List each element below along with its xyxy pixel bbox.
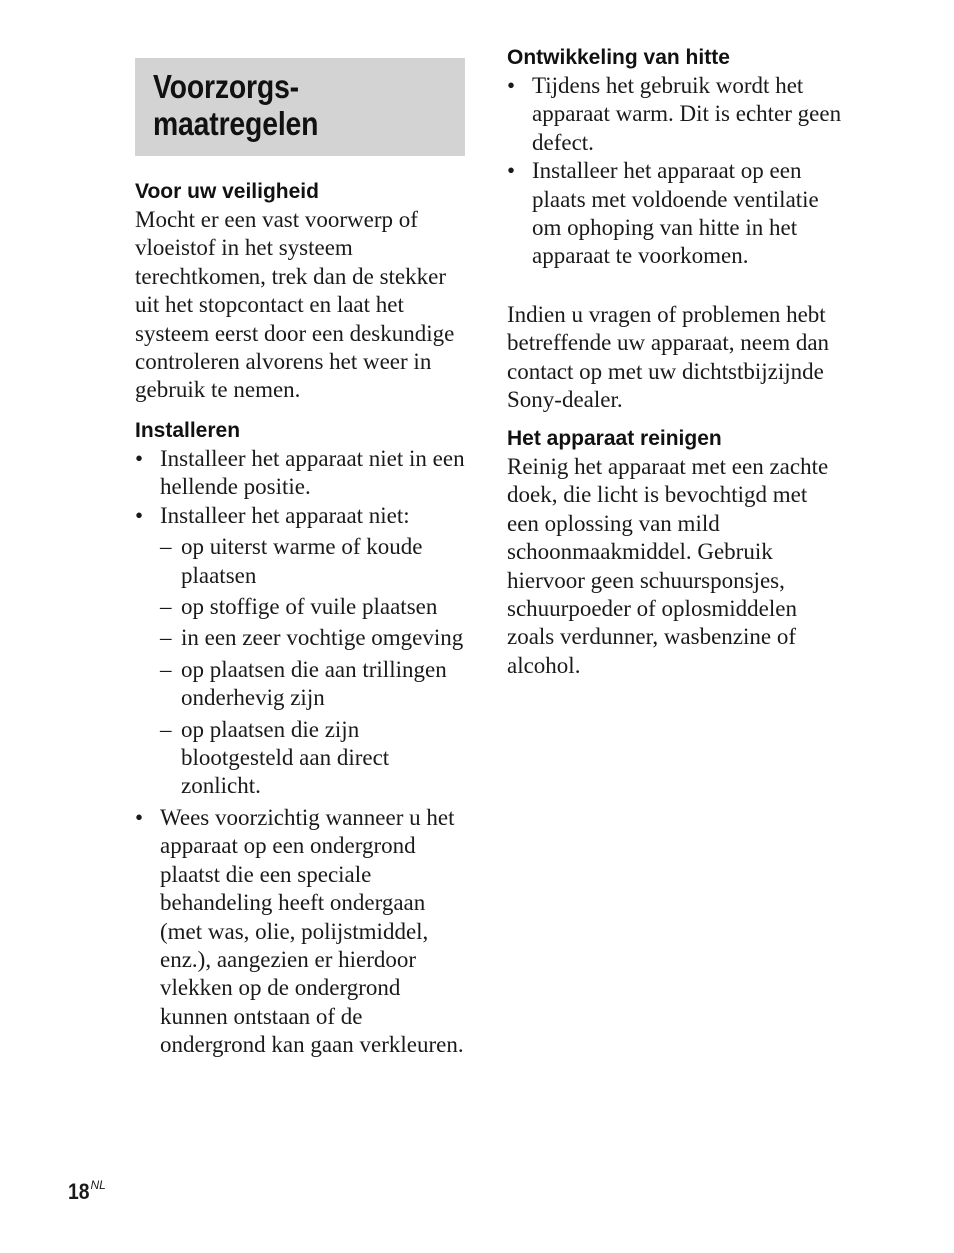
cleaning-heading: Het apparaat reinigen [507, 427, 722, 450]
heat-heading: Ontwikkeling van hitte [507, 46, 730, 69]
install-list [135, 445, 465, 1060]
safety-heading: Voor uw veiligheid [135, 180, 319, 203]
install-bullet-2-text: Installeer het apparaat niet: [160, 502, 410, 528]
safety-section [135, 178, 465, 405]
install-bullet-3: • Wees voorzichtig wanneer u het apparaat op een ondergrond plaatst die een speciale behandeling heeft ondergaan (met was, olie, polijstmiddel, enz.), aangezien er hierdoor vlekken op de ondergrond kunnen ontstaan of de ondergrond kan gaan verkleuren. [135, 804, 465, 1060]
page-title-box [135, 58, 465, 156]
page-number [68, 1178, 106, 1205]
dash-item-3: – in een zeer vochtige omgeving [160, 624, 465, 652]
cleaning-section [507, 425, 842, 680]
heat-bullet-2: • Installeer het apparaat op een plaats met voldoende ventilatie om ophoping van hitte in het apparaat te voorkomen. [507, 157, 842, 271]
install-dash-list [160, 533, 465, 801]
page-number-suffix: NL [90, 1178, 106, 1192]
page-title [153, 68, 421, 142]
contact-text: Indien u vragen of problemen hebt betreffende uw apparaat, neem dan contact op met uw dichtstbijzijnde Sony-dealer. [507, 302, 830, 413]
dash-item-1: – op uiterst warme of koude plaatsen [160, 533, 465, 590]
contact-section [507, 301, 842, 415]
install-bullet-1: • Installeer het apparaat niet in een hellende positie. [135, 445, 465, 502]
install-heading: Installeren [135, 419, 241, 442]
heat-section [507, 44, 842, 271]
page-title-line-2: maatregelen [153, 105, 319, 142]
install-bullet-2 [135, 502, 465, 801]
safety-text: Mocht er een vast voorwerp of vloeistof in het systeem terechtkomen, trek dan de stekker uit het stopcontact en laat het systeem eerst door een deskundige controleren alvorens het weer in gebruik te nemen. [135, 207, 455, 403]
page-title-line-1: Voorzorgs- [153, 68, 299, 105]
dash-item-4: – op plaatsen die aan trillingen onderhevig zijn [160, 656, 465, 713]
heat-bullet-1: • Tijdens het gebruik wordt het apparaat warm. Dit is echter geen defect. [507, 72, 842, 157]
heat-list [507, 72, 842, 271]
dash-item-2: – op stoffige of vuile plaatsen [160, 593, 465, 621]
cleaning-text: Reinig het apparaat met een zachte doek, die licht is bevochtigd met een oplossing van mild schoonmaakmiddel. Gebruik hiervoor geen schuursponsjes, schuurpoeder of oplosmiddelen zoals verdunner, wasbenzine of alcohol. [507, 454, 829, 678]
dash-item-5: – op plaatsen die zijn blootgesteld aan direct zonlicht. [160, 716, 465, 801]
install-section [135, 417, 465, 1060]
page-number-value: 18 [68, 1179, 90, 1204]
